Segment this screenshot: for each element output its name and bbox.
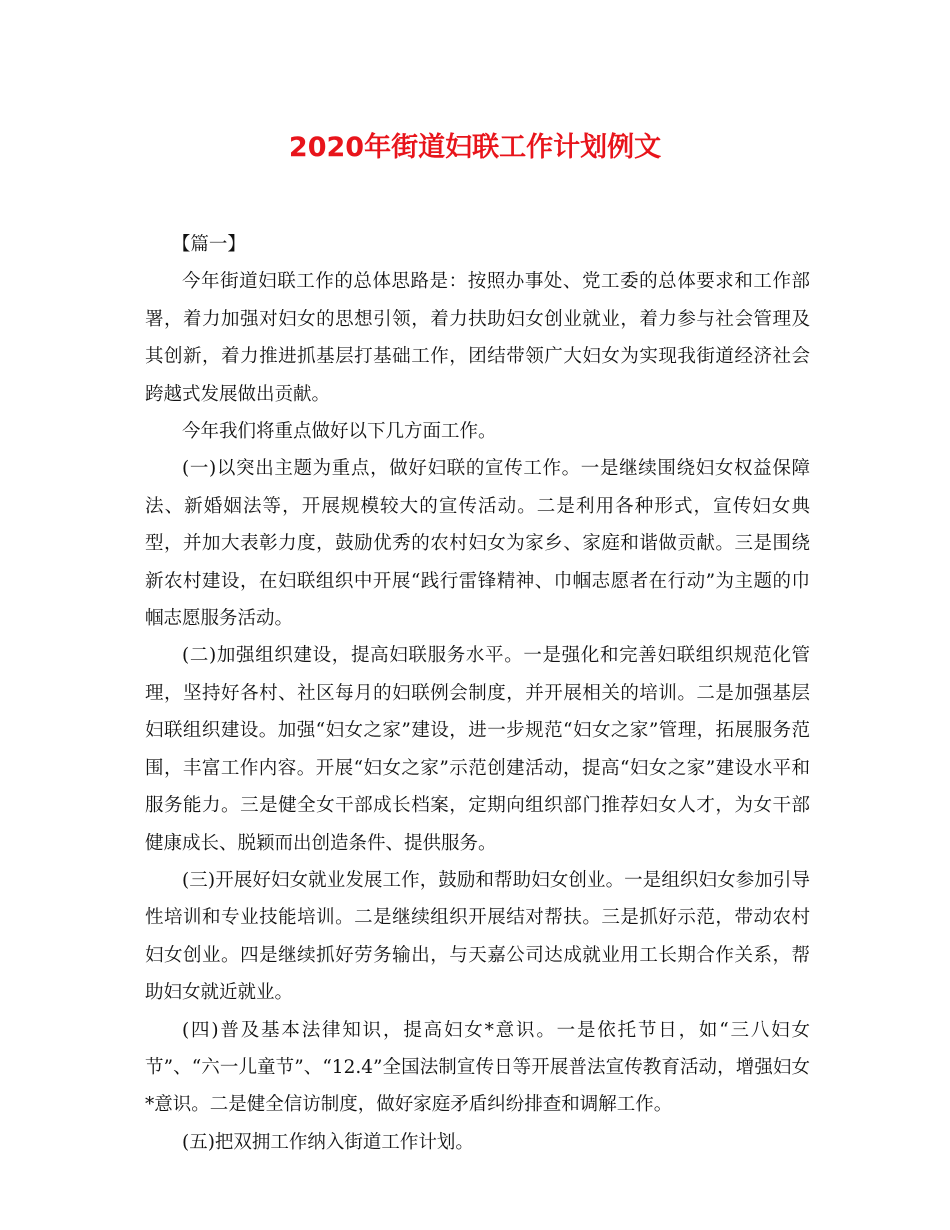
paragraph-item-3: (三)开展好妇女就业发展工作，鼓励和帮助妇女创业。一是组织妇女参加引导性培训和专业技能培训。二是继续组织开展结对帮扶。三是抓好示范，带动农村妇女创业。四是继续抓好劳务输出，与天嘉公司达成就业用工长期合作关系，帮助妇女就近就业。 xyxy=(145,869,810,1004)
section-mark: 【篇一】 xyxy=(171,234,246,255)
paragraph-item-5: (五)把双拥工作纳入街道工作计划。 xyxy=(182,1131,474,1153)
document-body xyxy=(145,226,810,1161)
document-title: 2020年街道妇联工作计划例文 xyxy=(288,132,662,163)
paragraph-item-4: (四)普及基本法律知识，提高妇女*意识。一是依托节日，如“三八妇女节”、“六一儿童节”、“12.4”全国法制宣传日等开展普法宣传教育活动，增强妇女*意识。二是健全信访制度，做好家庭矛盾纠纷排查和调解工作。 xyxy=(145,1019,810,1116)
paragraph-intro: 今年街道妇联工作的总体思路是：按照办事处、党工委的总体要求和工作部署，着力加强对妇女的思想引领，着力扶助妇女创业就业，着力参与社会管理及其创新，着力推进抓基层打基础工作，团结带领广大妇女为实现我街道经济社会跨越式发展做出贡献。 xyxy=(145,271,810,405)
paragraph-item-2: (二)加强组织建设，提高妇联服务水平。一是强化和完善妇联组织规范化管理，坚持好各村、社区每月的妇联例会制度，并开展相关的培训。二是加强基层妇联组织建设。加强“妇女之家”建设，进一步规范“妇女之家”管理，拓展服务范围，丰富工作内容。开展“妇女之家”示范创建活动，提高“妇女之家”建设水平和服务能力。三是健全女干部成长档案，定期向组织部门推荐妇女人才，为女干部健康成长、脱颖而出创造条件、提供服务。 xyxy=(145,645,810,854)
paragraph-item-1: (一)以突出主题为重点，做好妇联的宣传工作。一是继续围绕妇女权益保障法、新婚姻法等，开展规模较大的宣传活动。二是利用各种形式，宣传妇女典型，并加大表彰力度，鼓励优秀的农村妇女为家乡、家庭和谐做贡献。三是围绕新农村建设，在妇联组织中开展“践行雷锋精神、巾帼志愿者在行动”为主题的巾帼志愿服务活动。 xyxy=(145,458,810,630)
paragraph-focus: 今年我们将重点做好以下几方面工作。 xyxy=(182,421,497,443)
